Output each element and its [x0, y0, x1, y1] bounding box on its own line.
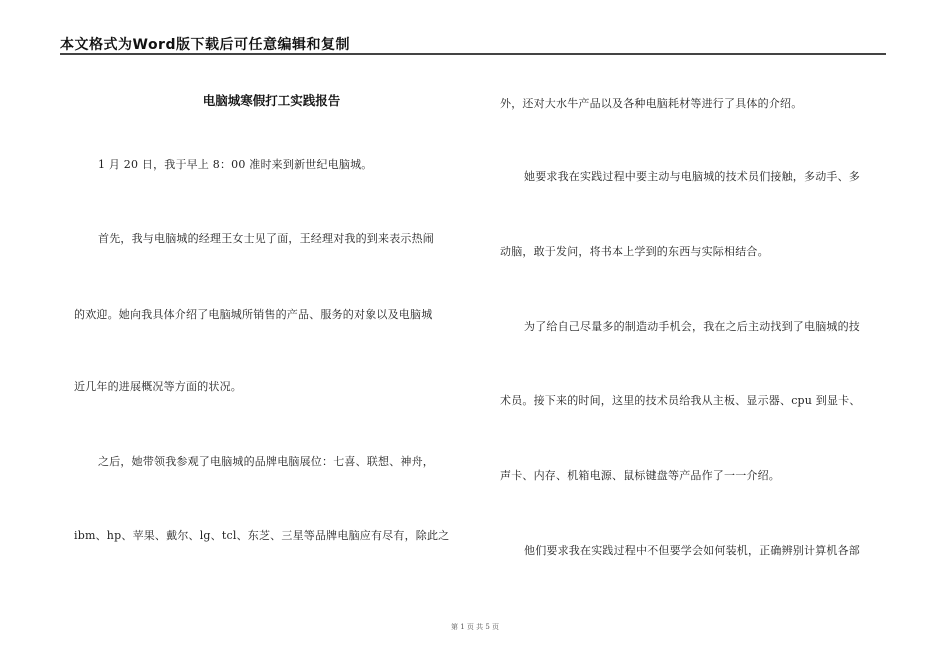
paragraph-line: 之后，她带领我参观了电脑城的品牌电脑展位：七喜、联想、神舟， [98, 455, 434, 468]
paragraph-line: 为了给自己尽量多的制造动手机会，我在之后主动找到了电脑城的技 [524, 320, 860, 333]
paragraph-line: 动脑，敢于发问，将书本上学到的东西与实际相结合。 [500, 245, 769, 258]
paragraph-line: 术员。接下来的时间，这里的技术员给我从主板、显示器、cpu 到显卡、 [500, 394, 861, 407]
paragraph-line: ibm、hp、苹果、戴尔、lg、tcl、东芝、三星等品牌电脑应有尽有，除此之 [74, 529, 450, 542]
document-header: 本文格式为Word版下载后可任意编辑和复制 [60, 37, 350, 53]
header-divider [60, 53, 886, 55]
paragraph-line: 首先，我与电脑城的经理王女士见了面，王经理对我的到来表示热闹 [98, 232, 434, 245]
paragraph-line: 1 月 20 日，我于早上 8：00 准时来到新世纪电脑城。 [98, 158, 373, 171]
paragraph-line: 的欢迎。她向我具体介绍了电脑城所销售的产品、服务的对象以及电脑城 [74, 308, 433, 321]
document-title: 电脑城寒假打工实践报告 [202, 93, 341, 108]
paragraph-line: 声卡、内存、机箱电源、鼠标键盘等产品作了一一介绍。 [500, 469, 780, 482]
paragraph-line: 她要求我在实践过程中要主动与电脑城的技术员们接触，多动手、多 [524, 170, 860, 183]
paragraph-line: 外，还对大水牛产品以及各种电脑耗材等进行了具体的介绍。 [500, 97, 803, 110]
page-number: 第 1 页 共 5 页 [450, 623, 500, 631]
paragraph-line: 他们要求我在实践过程中不但要学会如何装机，正确辨别计算机各部 [524, 544, 860, 557]
paragraph-line: 近几年的进展概况等方面的状况。 [74, 380, 242, 393]
